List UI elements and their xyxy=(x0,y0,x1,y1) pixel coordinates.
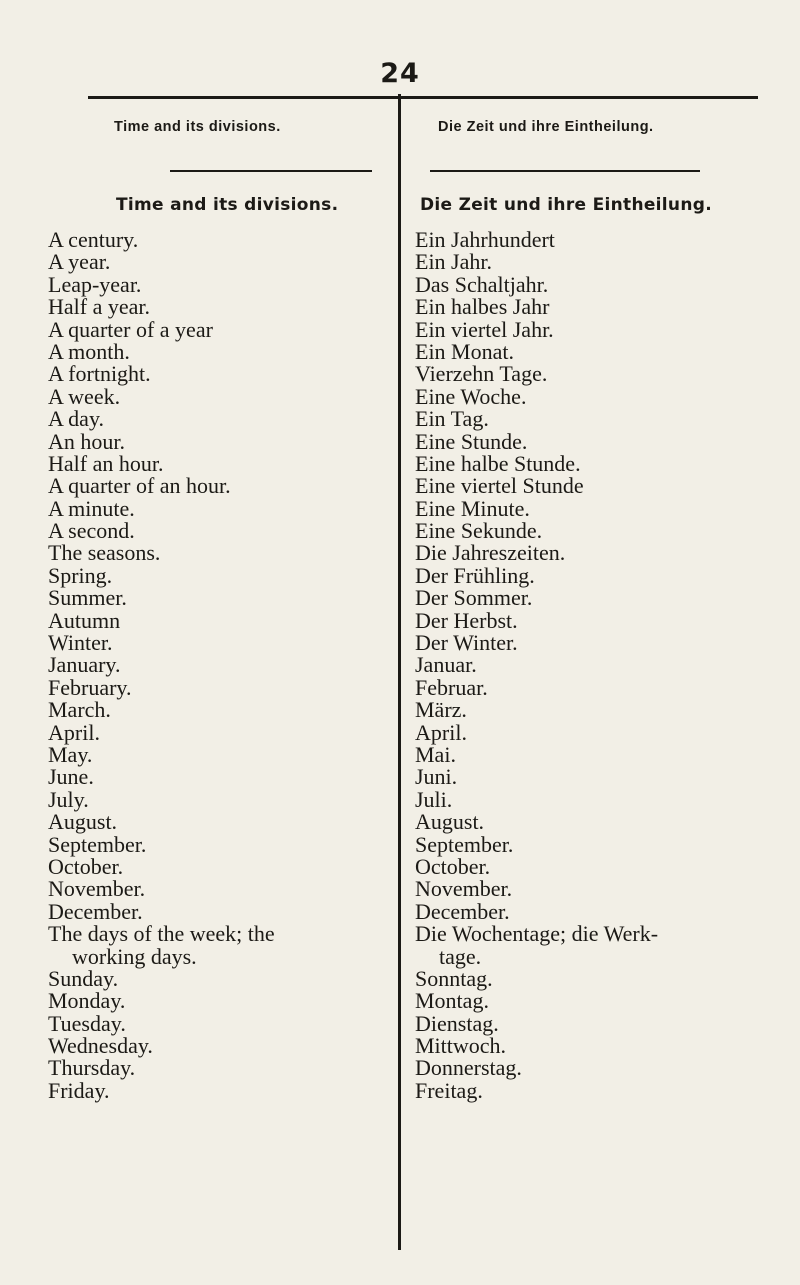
english-entry-text: Autumn xyxy=(48,607,121,633)
german-entry xyxy=(415,251,800,273)
german-entry-text: Mittwoch. xyxy=(415,1033,507,1059)
german-entry xyxy=(415,674,800,700)
english-entry-text: January. xyxy=(48,652,121,678)
german-entry xyxy=(415,316,800,342)
german-entry-text: tage. xyxy=(439,943,482,969)
english-entry xyxy=(48,965,388,991)
english-entry xyxy=(48,542,388,564)
german-entry xyxy=(415,766,800,788)
german-entry-text: November. xyxy=(415,876,513,902)
english-entry xyxy=(48,607,388,633)
english-entry-text: A quarter of an hour. xyxy=(48,473,231,499)
english-entry-text: Tuesday. xyxy=(48,1010,126,1036)
german-entry-text: Ein viertel Jahr. xyxy=(415,316,554,342)
german-entry-text: Die Jahreszeiten. xyxy=(415,540,566,566)
german-entry-text: Eine halbe Stunde. xyxy=(415,450,581,476)
german-entry xyxy=(415,990,800,1012)
english-entry xyxy=(48,1035,388,1057)
german-entry-text: Eine Minute. xyxy=(415,495,530,521)
english-entry-text: Friday. xyxy=(48,1077,110,1103)
german-entry xyxy=(415,831,800,857)
english-entry-text: A second. xyxy=(48,518,135,544)
english-entry-text: A fortnight. xyxy=(48,361,151,387)
german-entry-text: Eine viertel Stunde xyxy=(415,473,584,499)
german-entry-text: Ein Jahr. xyxy=(415,249,492,275)
left-column-rule xyxy=(170,170,372,172)
german-entry xyxy=(415,520,800,542)
english-entry xyxy=(48,878,388,900)
english-entry-text: August. xyxy=(48,809,118,835)
english-entry-text: Wednesday. xyxy=(48,1033,153,1059)
english-entry-text: Thursday. xyxy=(48,1055,136,1081)
english-entry xyxy=(48,428,388,454)
german-entry xyxy=(415,542,800,564)
english-entry xyxy=(48,338,388,364)
german-entry xyxy=(415,654,800,676)
german-entry xyxy=(415,1010,800,1036)
english-entry xyxy=(48,587,388,609)
english-entry xyxy=(48,853,388,879)
english-entry xyxy=(48,943,388,969)
running-head-german: Die Zeit und ihre Eintheilung. xyxy=(438,119,654,135)
german-entry xyxy=(415,428,800,454)
english-entry-text: November. xyxy=(48,876,146,902)
english-entry xyxy=(48,316,388,342)
german-entry-text: Ein Monat. xyxy=(415,338,514,364)
german-entry-text: Mai. xyxy=(415,741,456,767)
english-entry xyxy=(48,562,388,588)
german-entry-text: Eine Stunde. xyxy=(415,428,528,454)
german-entry xyxy=(415,719,800,745)
german-entry xyxy=(415,475,800,497)
english-entry xyxy=(48,1077,388,1103)
german-entry xyxy=(415,229,800,251)
german-entry-text: December. xyxy=(415,898,510,924)
german-entry-text: Der Winter. xyxy=(415,630,518,656)
german-entry xyxy=(415,363,800,385)
english-entry-text: September. xyxy=(48,831,147,857)
german-entry-text: März. xyxy=(415,697,467,723)
header-rule xyxy=(88,96,758,99)
english-entry-text: May. xyxy=(48,741,93,767)
english-entry-text: Summer. xyxy=(48,585,127,611)
german-entry-text: Juni. xyxy=(415,764,458,790)
english-entry xyxy=(48,495,388,521)
english-entry-text: Sunday. xyxy=(48,965,119,991)
german-entry-text: Dienstag. xyxy=(415,1010,499,1036)
english-entry xyxy=(48,831,388,857)
page-number: 24 xyxy=(380,58,420,89)
german-entry xyxy=(415,338,800,364)
english-entry xyxy=(48,632,388,654)
english-entry xyxy=(48,990,388,1012)
english-entry xyxy=(48,786,388,812)
german-entry xyxy=(415,965,800,991)
german-entry xyxy=(415,1057,800,1079)
german-entry xyxy=(415,1035,800,1057)
german-entry xyxy=(415,383,800,409)
english-entry xyxy=(48,811,388,833)
german-entry xyxy=(415,296,800,318)
german-entry-text: Der Frühling. xyxy=(415,562,535,588)
english-entry-text: An hour. xyxy=(48,428,125,454)
english-entry-text: The seasons. xyxy=(48,540,161,566)
running-head-english: Time and its divisions. xyxy=(114,119,281,135)
german-entry xyxy=(415,450,800,476)
english-entry-text: Half an hour. xyxy=(48,450,164,476)
english-entry xyxy=(48,520,388,542)
german-entry-text: Januar. xyxy=(415,652,477,678)
english-entry-text: Monday. xyxy=(48,988,126,1014)
english-entry-text: A minute. xyxy=(48,495,135,521)
english-entry-text: Half a year. xyxy=(48,294,150,320)
german-entry-text: Der Herbst. xyxy=(415,607,518,633)
english-entry-text: A month. xyxy=(48,338,130,364)
english-entry xyxy=(48,383,388,409)
german-entry xyxy=(415,1077,800,1103)
english-entry-text: A day. xyxy=(48,406,105,432)
german-entry xyxy=(415,562,800,588)
german-entry-text: Juli. xyxy=(415,786,453,812)
german-entry xyxy=(415,495,800,521)
english-entry-text: A century. xyxy=(48,227,139,252)
right-column-rule xyxy=(430,170,700,172)
english-entry-text: A year. xyxy=(48,249,111,275)
english-entry xyxy=(48,741,388,767)
english-entry xyxy=(48,766,388,788)
english-entry xyxy=(48,1057,388,1079)
english-column-heading: Time and its divisions. xyxy=(116,195,339,215)
german-entry-text: April. xyxy=(415,719,467,745)
german-vocabulary-list xyxy=(415,229,800,1102)
german-entry-text: Das Schaltjahr. xyxy=(415,271,549,297)
german-entry xyxy=(415,811,800,833)
english-entry xyxy=(48,229,388,251)
english-entry xyxy=(48,898,388,924)
english-entry xyxy=(48,699,388,721)
german-entry xyxy=(415,587,800,609)
english-vocabulary-list xyxy=(48,229,388,1102)
english-entry xyxy=(48,450,388,476)
english-entry-text: The days of the week; the xyxy=(48,921,275,947)
english-entry xyxy=(48,251,388,273)
german-entry-text: Montag. xyxy=(415,988,489,1014)
english-entry-text: A quarter of a year xyxy=(48,316,213,342)
german-entry-text: Die Wochentage; die Werk- xyxy=(415,921,659,947)
english-entry-text: December. xyxy=(48,898,143,924)
english-entry-text: June. xyxy=(48,764,94,790)
german-entry-text: Ein halbes Jahr xyxy=(415,294,550,320)
german-entry-text: Februar. xyxy=(415,674,488,700)
english-entry xyxy=(48,719,388,745)
english-entry xyxy=(48,271,388,297)
english-entry-text: October. xyxy=(48,853,124,879)
german-entry-text: Eine Woche. xyxy=(415,383,527,409)
english-entry-text: Spring. xyxy=(48,562,113,588)
german-entry xyxy=(415,878,800,900)
german-entry xyxy=(415,923,800,945)
english-entry-text: April. xyxy=(48,719,100,745)
german-entry-text: October. xyxy=(415,853,491,879)
german-entry-text: Ein Jahrhundert xyxy=(415,227,555,252)
column-divider xyxy=(398,94,401,1250)
english-entry-text: working days. xyxy=(72,943,197,969)
german-entry-text: Sonntag. xyxy=(415,965,493,991)
english-entry-text: Leap-year. xyxy=(48,271,142,297)
german-entry-text: August. xyxy=(415,809,485,835)
english-entry xyxy=(48,408,388,430)
german-column-heading: Die Zeit und ihre Eintheilung. xyxy=(420,195,712,215)
german-entry-text: Der Sommer. xyxy=(415,585,533,611)
german-entry xyxy=(415,943,800,969)
german-entry xyxy=(415,853,800,879)
german-entry xyxy=(415,632,800,654)
german-entry xyxy=(415,741,800,767)
german-entry xyxy=(415,271,800,297)
english-entry xyxy=(48,654,388,676)
english-entry xyxy=(48,475,388,497)
german-entry-text: Vierzehn Tage. xyxy=(415,361,548,387)
german-entry xyxy=(415,408,800,430)
english-entry-text: March. xyxy=(48,697,111,723)
english-entry xyxy=(48,923,388,945)
german-entry-text: Ein Tag. xyxy=(415,406,489,432)
german-entry-text: Freitag. xyxy=(415,1077,483,1103)
german-entry xyxy=(415,607,800,633)
english-entry xyxy=(48,296,388,318)
english-entry xyxy=(48,1010,388,1036)
english-entry-text: Winter. xyxy=(48,630,113,656)
german-entry xyxy=(415,898,800,924)
german-entry xyxy=(415,699,800,721)
german-entry-text: Eine Sekunde. xyxy=(415,518,543,544)
english-entry-text: A week. xyxy=(48,383,121,409)
german-entry xyxy=(415,786,800,812)
german-entry-text: Donnerstag. xyxy=(415,1055,522,1081)
english-entry-text: February. xyxy=(48,674,132,700)
german-entry-text: September. xyxy=(415,831,514,857)
english-entry xyxy=(48,363,388,385)
english-entry xyxy=(48,674,388,700)
english-entry-text: July. xyxy=(48,786,89,812)
